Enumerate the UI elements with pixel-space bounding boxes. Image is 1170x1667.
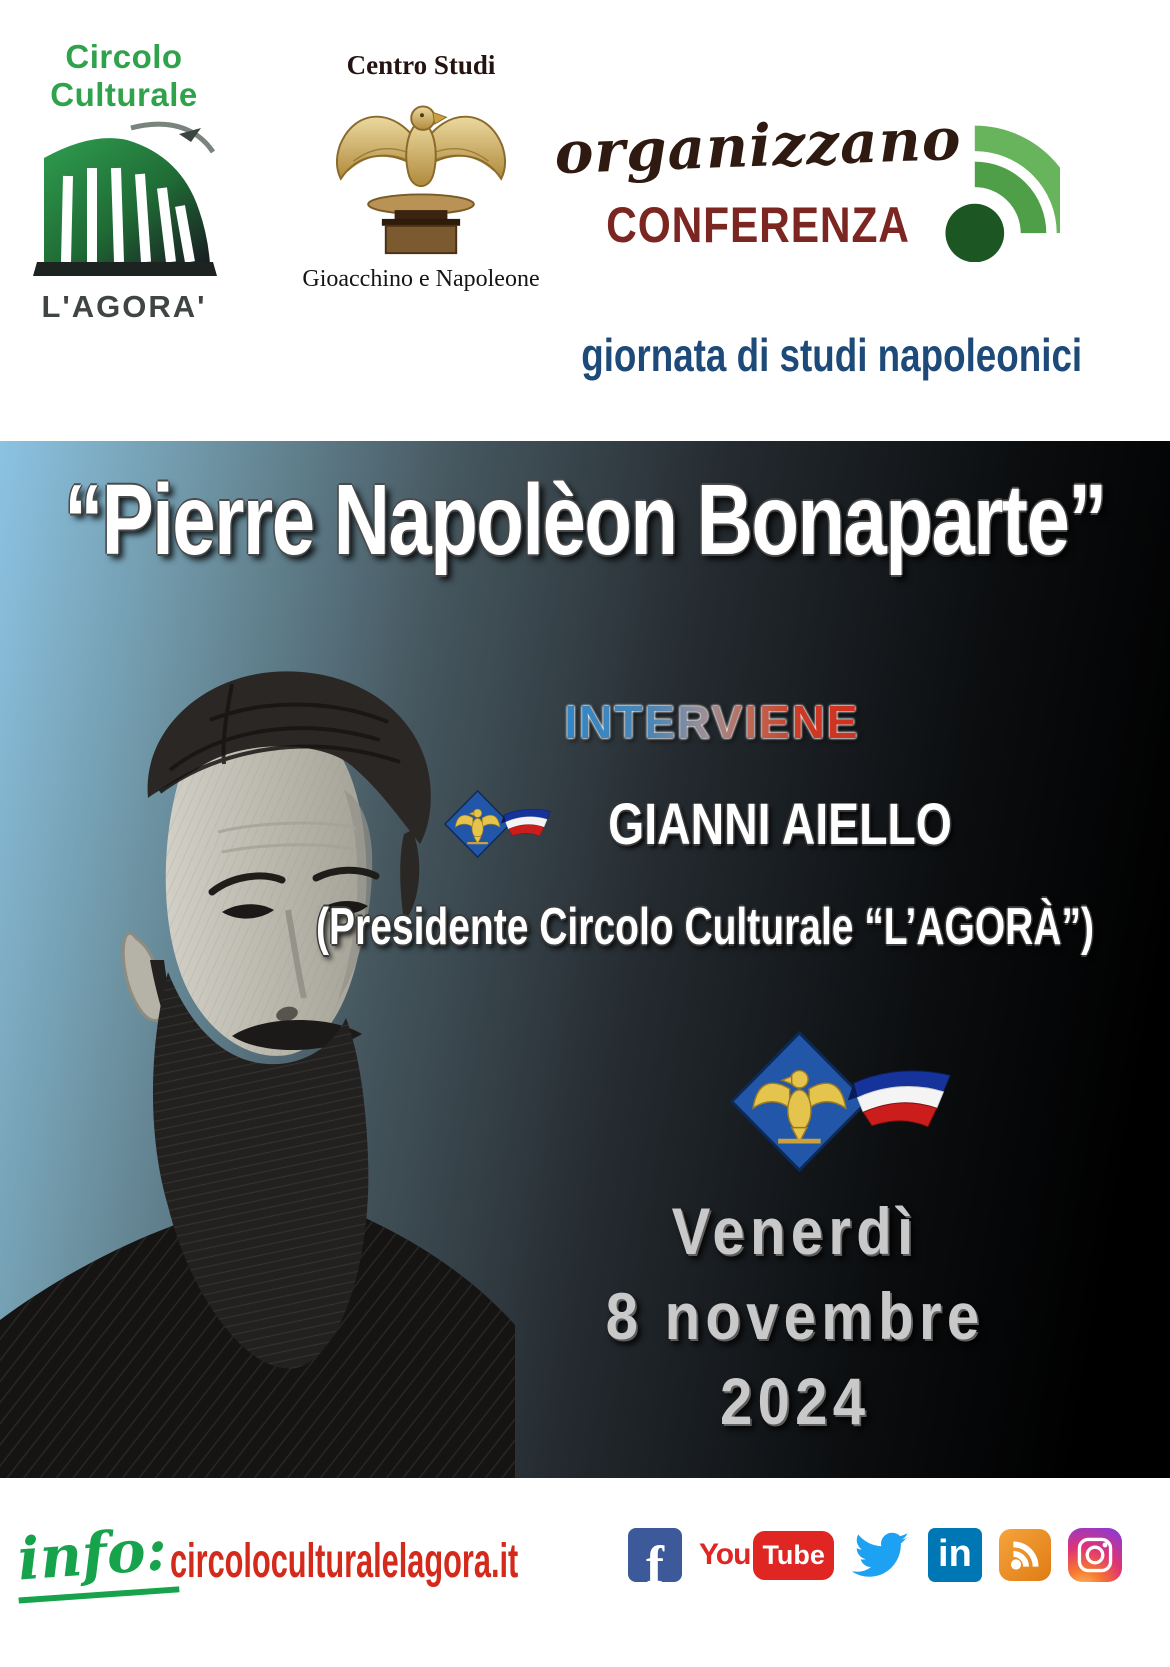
interviene-label: INTERVIENE [564,696,860,748]
conference-title: “Pierre Napolèon Bonaparte” [64,464,1106,576]
linkedin-icon[interactable]: in [928,1528,982,1582]
speaker-row [441,789,995,859]
napoleonic-emblem-small-icon [441,789,553,859]
date-weekday: Venerdì [671,1194,919,1268]
agora-logo [24,38,224,325]
date-year: 2024 [719,1364,871,1438]
event-date [580,1189,1010,1444]
facebook-icon[interactable]: f [628,1528,682,1582]
napoleonic-emblem-icon [724,1029,956,1174]
eagle-statue-icon [328,81,514,259]
amphitheater-icon [29,114,219,282]
rss-green-icon [918,100,1060,262]
youtube-icon[interactable]: You Tube [699,1531,834,1580]
centro-studi-title: Centro Studi [346,50,496,80]
instagram-icon[interactable] [1068,1528,1122,1582]
speaker-name: GIANNI AIELLO [608,791,952,857]
rss-icon[interactable] [999,1529,1051,1581]
twitter-icon[interactable] [851,1531,911,1579]
social-icons-row [628,1528,1122,1582]
agora-logo-line1: Circolo [65,38,183,75]
main-panel [0,441,1170,1478]
website-link[interactable]: circoloculturalelagora.it [170,1535,519,1588]
tagline: giornata di studi napoleonici [581,329,1082,381]
conferenza-text: CONFERENZA [606,197,910,253]
organizzano-text: organizzano [553,104,963,188]
centro-studi-logo [296,50,546,293]
info-label: info: [13,1514,179,1603]
centro-studi-subtitle: Gioacchino e Napoleone [302,266,540,292]
footer [0,1478,1170,1667]
speaker-role: (Presidente Circolo Culturale “L’AGORÀ”) [316,898,1094,956]
agora-logo-line2: Culturale [50,76,198,113]
agora-logo-name: L'AGORA' [41,289,207,324]
pierre-bonaparte-portrait [0,620,515,1478]
date-day-month: 8 novembre [605,1279,985,1353]
